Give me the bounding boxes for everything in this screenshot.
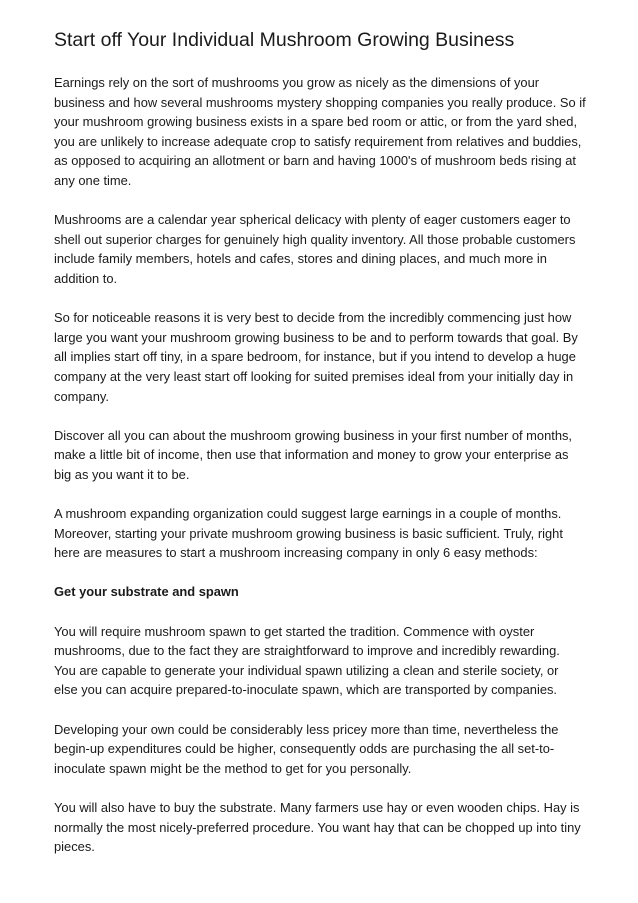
- paragraph-discover: [54, 426, 594, 485]
- paragraph-customers: [54, 210, 594, 288]
- paragraph-earnings-months: [54, 504, 594, 563]
- text-line: big as you want it to be.: [54, 466, 190, 482]
- paragraph-substrate: [54, 798, 594, 857]
- text-line: normally the most nicely-preferred procedure. You want hay that can be chopped up into tiny: [54, 819, 581, 835]
- text-line: Earnings rely on the sort of mushrooms you grow as nicely as the dimensions of your: [54, 75, 540, 90]
- text-line: else you can acquire prepared-to-inoculate spawn, which are transported by companies.: [54, 682, 558, 698]
- text-line: company at the very least start off looking for suited premises ideal from your initially day in: [54, 368, 574, 384]
- text-line: large you want your mushroom growing business to be and to perform towards that goal. By: [54, 329, 578, 345]
- text-line: You are capable to generate your individual spawn utilizing a clean and sterile society, or: [54, 662, 559, 678]
- paragraph-business-size: [54, 308, 594, 406]
- text-line: Discover all you can about the mushroom growing business in your first number of months,: [54, 427, 573, 443]
- text-line: Mushrooms are a calendar year spherical delicacy with plenty of eager customers eager to: [54, 212, 571, 228]
- text-line: Moreover, starting your private mushroom growing business is basic sufficient. Truly, right: [54, 525, 563, 541]
- text-line: shell out superior charges for genuinely high quality inventory. All those probable customers: [54, 231, 576, 247]
- text-line: addition to.: [54, 270, 118, 286]
- text-line: all implies start off tiny, in a spare bedroom, for instance, but if you intend to develop a huge: [54, 349, 576, 365]
- document-title: Start off Your Individual Mushroom Growing Business: [54, 29, 515, 51]
- text-line: business and how several mushrooms mystery shopping companies you really produce. So if: [54, 94, 586, 110]
- text-line: you are unlikely to increase adequate crop to satisfy requirement from relatives and buddies,: [54, 133, 582, 149]
- text-line: here are measures to start a mushroom increasing company in only 6 easy methods:: [54, 545, 538, 561]
- text-line: pieces.: [54, 839, 95, 855]
- text-line: include family members, hotels and cafes, stores and dining places, and much more in: [54, 251, 547, 267]
- text-line: You will require mushroom spawn to get started the tradition. Commence with oyster: [54, 623, 535, 639]
- text-line: as opposed to acquiring an allotment or barn and having 1000's of mushroom beds rising at: [54, 153, 576, 169]
- text-line: begin-up expenditures could be higher, consequently odds are purchasing the all set-to-: [54, 741, 555, 757]
- document-page: [54, 27, 594, 876]
- text-line: Developing your own could be considerably less pricey more than time, nevertheless the: [54, 721, 559, 737]
- text-line: A mushroom expanding organization could suggest large earnings in a couple of months.: [54, 506, 562, 522]
- text-line: mushrooms, due to the fact they are straightforward to improve and incredibly rewarding.: [54, 643, 560, 659]
- section-heading: Get your substrate and spawn: [54, 584, 239, 600]
- paragraph-spawn: [54, 622, 594, 700]
- paragraph-developing: [54, 720, 594, 779]
- text-line: inoculate spawn might be the method to get for you personally.: [54, 760, 412, 776]
- text-line: any one time.: [54, 172, 132, 188]
- text-line: company.: [54, 388, 109, 404]
- text-line: make a little bit of income, then use that information and money to grow your enterprise as: [54, 447, 569, 463]
- text-line: So for noticeable reasons it is very best to decide from the incredibly commencing just how: [54, 310, 572, 326]
- text-line: your mushroom growing business exists in a spare bed room or attic, or from the yard shed,: [54, 114, 578, 130]
- text-line: You will also have to buy the substrate. Many farmers use hay or even wooden chips. Hay is: [54, 799, 580, 815]
- paragraph-earnings: [54, 73, 594, 191]
